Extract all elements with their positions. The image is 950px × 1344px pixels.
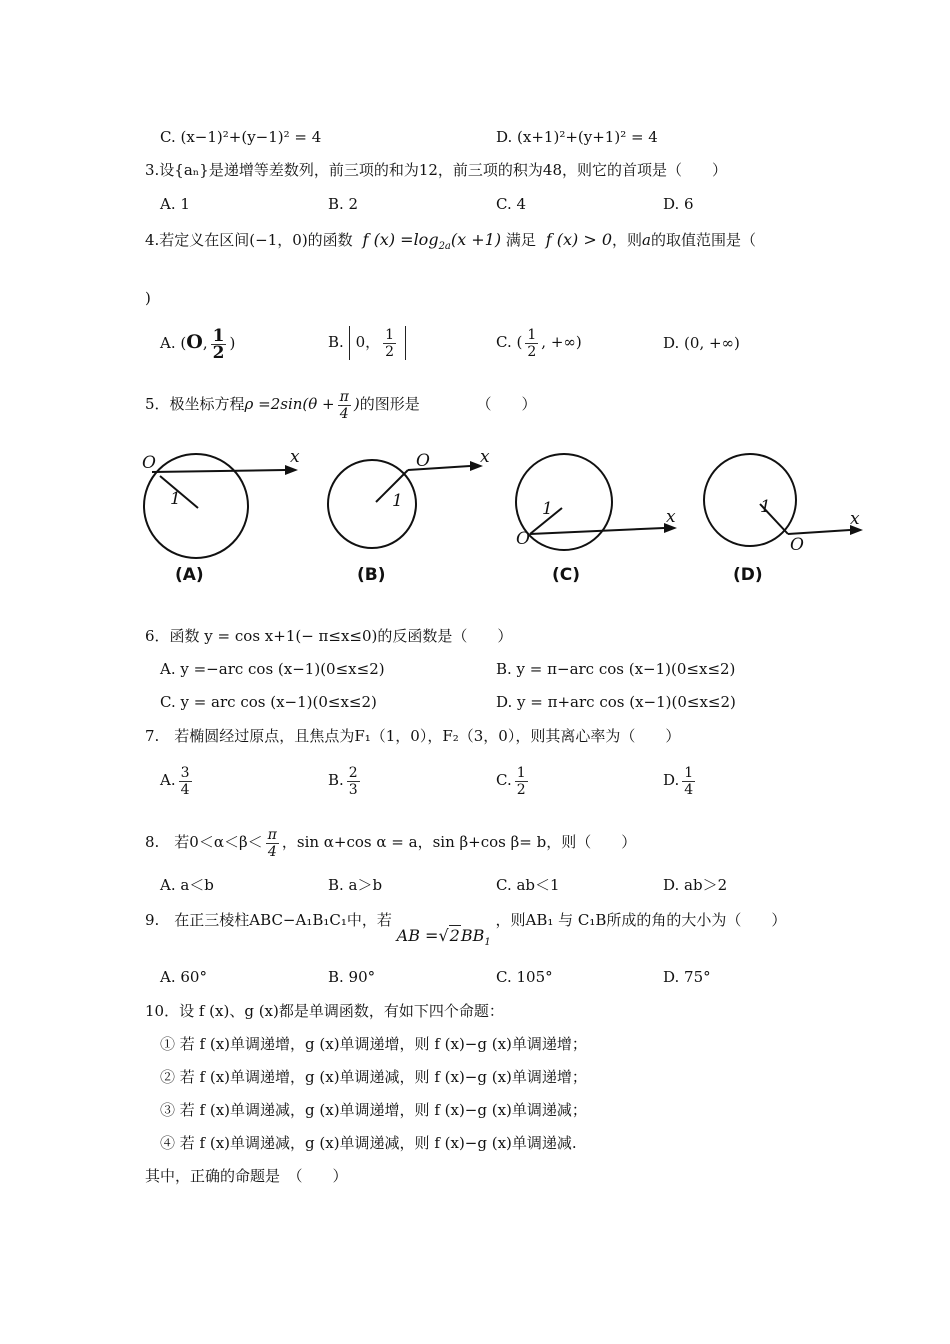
q4-condition-formula: f (x) > 0 bbox=[540, 230, 613, 249]
q9-option-b: B. 90° bbox=[328, 968, 376, 986]
q8-stem-part: ，sin α+cos α = a，sin β+cos β= b，则（ ） bbox=[281, 833, 637, 851]
q7-option-a-label: A. bbox=[160, 771, 176, 789]
q4-stem-part: 满足 bbox=[505, 231, 536, 249]
q8-option-a: A. a＜b bbox=[160, 876, 214, 894]
q9-option-a: A. 60° bbox=[160, 968, 207, 986]
q8-stem-part: 8. 若0＜α＜β＜ bbox=[145, 833, 263, 851]
q7-option-b: B. $\frac{2}{3}$ bbox=[328, 764, 358, 798]
q9-stem bbox=[145, 910, 787, 949]
q7-stem: 7. 若椭圆经过原点，且焦点为F₁（1，0），F₂（3，0），则其离心率为（ ） bbox=[145, 727, 681, 745]
q10-item-3: ③ 若 f (x)单调递减，g (x)单调递增，则 f (x)−g (x)单调递减； bbox=[160, 1101, 587, 1119]
q9-option-c: C. 105° bbox=[496, 968, 553, 986]
svg-text:1: 1 bbox=[170, 489, 181, 509]
svg-text:O: O bbox=[416, 451, 430, 471]
q6-option-c: C. y = arc cos (x−1)(0≤x≤2) bbox=[160, 693, 377, 711]
q4-option-a-interval: (O, $\frac{1}{2}$ ) bbox=[180, 325, 236, 363]
q5-figure-c bbox=[512, 448, 692, 572]
q8-option-d: D. ab＞2 bbox=[663, 876, 728, 894]
q5-figure-d bbox=[700, 448, 880, 572]
q2-option-c bbox=[160, 127, 321, 147]
q4-option-b-label: B. bbox=[328, 333, 344, 351]
q7-option-c-label: C. bbox=[496, 771, 512, 789]
q10-item-4: ④ 若 f (x)单调递减，g (x)单调递减，则 f (x)−g (x)单调递减. bbox=[160, 1134, 577, 1152]
q5-stem bbox=[145, 388, 537, 422]
figure-a-graphic bbox=[140, 448, 310, 568]
figure-d-graphic bbox=[700, 448, 880, 568]
q4-stem-end: ) bbox=[145, 289, 151, 307]
q4-stem bbox=[145, 230, 756, 257]
q8-option-c: C. ab＜1 bbox=[496, 876, 560, 894]
q10-final: 其中，正确的命题是 （ ） bbox=[145, 1167, 348, 1185]
svg-text:O: O bbox=[790, 535, 804, 555]
q4-option-c-interval: ( $\frac{1}{2}$ , +∞) bbox=[516, 326, 582, 360]
q4-option-c bbox=[496, 326, 582, 360]
q9-condition-formula: AB $=√2BB_1$ bbox=[396, 926, 491, 949]
svg-text:1: 1 bbox=[542, 499, 553, 519]
q3-option-d: D. 6 bbox=[663, 195, 694, 213]
svg-text:x: x bbox=[480, 447, 490, 467]
q4-option-d-interval: (0, +∞) bbox=[684, 334, 740, 352]
q4-option-d bbox=[663, 333, 740, 353]
q5-figure-b bbox=[328, 448, 498, 572]
q4-option-a-label: A. bbox=[160, 334, 176, 352]
q4-function-formula: f $(x) =\log_{2a}(x +1)$ bbox=[357, 230, 502, 253]
q6-option-d: D. y = π+arc cos (x−1)(0≤x≤2) bbox=[496, 693, 736, 711]
q5-answer-paren: （ ） bbox=[476, 395, 537, 413]
q5-stem-part: 的图形是 bbox=[359, 395, 420, 413]
q2-option-c-label: C. bbox=[160, 128, 176, 146]
q5-figure-b-caption: (B) bbox=[357, 565, 386, 585]
q9-stem-part: 9. 在正三棱柱ABC−A₁B₁C₁中，若 bbox=[145, 911, 392, 929]
q5-figure-a bbox=[140, 448, 310, 572]
q7-option-d-label: D. bbox=[663, 771, 680, 789]
q6-option-a: A. y =−arc cos (x−1)(0≤x≤2) bbox=[160, 660, 385, 678]
q5-figure-a-caption: (A) bbox=[175, 565, 204, 585]
q7-option-a: A. $\frac{3}{4}$ bbox=[160, 764, 190, 798]
q2-option-d-equation: (x+1)²+(y+1)² = 4 bbox=[517, 128, 658, 146]
q7-option-d: D. $\frac{1}{4}$ bbox=[663, 764, 694, 798]
q4-stem-part: 4.若定义在区间(−1，0)的函数 bbox=[145, 231, 353, 249]
q7-option-c: C. $\frac{1}{2}$ bbox=[496, 764, 526, 798]
q9-option-d: D. 75° bbox=[663, 968, 711, 986]
q2-option-c-equation: (x−1)²+(y−1)² = 4 bbox=[180, 128, 322, 146]
q4-stem-part: ，则 bbox=[612, 231, 643, 249]
q10-item-1: ① 若 f (x)单调递增，g (x)单调递增，则 f (x)−g (x)单调递增； bbox=[160, 1035, 587, 1053]
svg-text:x: x bbox=[290, 447, 300, 467]
svg-text:1: 1 bbox=[392, 491, 403, 511]
q10-item-2: ② 若 f (x)单调递增，g (x)单调递减，则 f (x)−g (x)单调递增； bbox=[160, 1068, 587, 1086]
q5-figure-d-caption: (D) bbox=[733, 565, 763, 585]
q9-stem-part: ，则AB₁ 与 C₁B所成的角的大小为（ ） bbox=[495, 911, 787, 929]
svg-text:O: O bbox=[142, 453, 156, 473]
q3-option-c: C. 4 bbox=[496, 195, 527, 213]
svg-text:x: x bbox=[666, 507, 676, 527]
q4-stem-part: 的取值范围是（ bbox=[650, 231, 756, 249]
q4-option-b-interval: 0， $\frac{1}{2}$ bbox=[349, 326, 406, 360]
figure-c-graphic bbox=[512, 448, 692, 568]
q6-stem: 6．函数 y = cos x+1(− π≤x≤0)的反函数是（ ） bbox=[145, 627, 513, 645]
q7-option-b-label: B. bbox=[328, 771, 344, 789]
q5-stem-part: 5．极坐标方程 bbox=[145, 395, 245, 413]
q6-option-b: B. y = π−arc cos (x−1)(0≤x≤2) bbox=[496, 660, 736, 678]
q3-option-b: B. 2 bbox=[328, 195, 359, 213]
q4-option-b bbox=[328, 326, 406, 360]
q3-stem: 3.设{aₙ}是递增等差数列，前三项的和为12，前三项的积为48，则它的首项是（ ） bbox=[145, 161, 728, 179]
figure-b-graphic bbox=[328, 448, 498, 568]
q4-variable-a: a bbox=[642, 231, 651, 249]
q10-stem: 10．设 f (x)、g (x)都是单调函数，有如下四个命题： bbox=[145, 1002, 504, 1020]
q4-option-d-label: D. bbox=[663, 334, 680, 352]
q4-option-c-label: C. bbox=[496, 333, 512, 351]
svg-text:x: x bbox=[850, 509, 860, 529]
q5-polar-equation: ρ =2sin(θ + $\frac{\pi}{4}$ ) bbox=[244, 388, 360, 422]
q2-option-d-label: D. bbox=[496, 128, 513, 146]
svg-text:O: O bbox=[516, 529, 530, 549]
q5-figure-c-caption: (C) bbox=[552, 565, 581, 585]
q4-option-a bbox=[160, 326, 235, 361]
q3-option-a: A. 1 bbox=[160, 195, 190, 213]
q2-option-d bbox=[496, 127, 658, 147]
svg-text:1: 1 bbox=[760, 497, 771, 517]
q8-stem: 8. 若0＜α＜β＜ $\frac{\pi}{4}$ ，sin α+cos α = a，sin β+cos β= b，则（ ） bbox=[145, 826, 637, 860]
q8-option-b: B. a＞b bbox=[328, 876, 383, 894]
